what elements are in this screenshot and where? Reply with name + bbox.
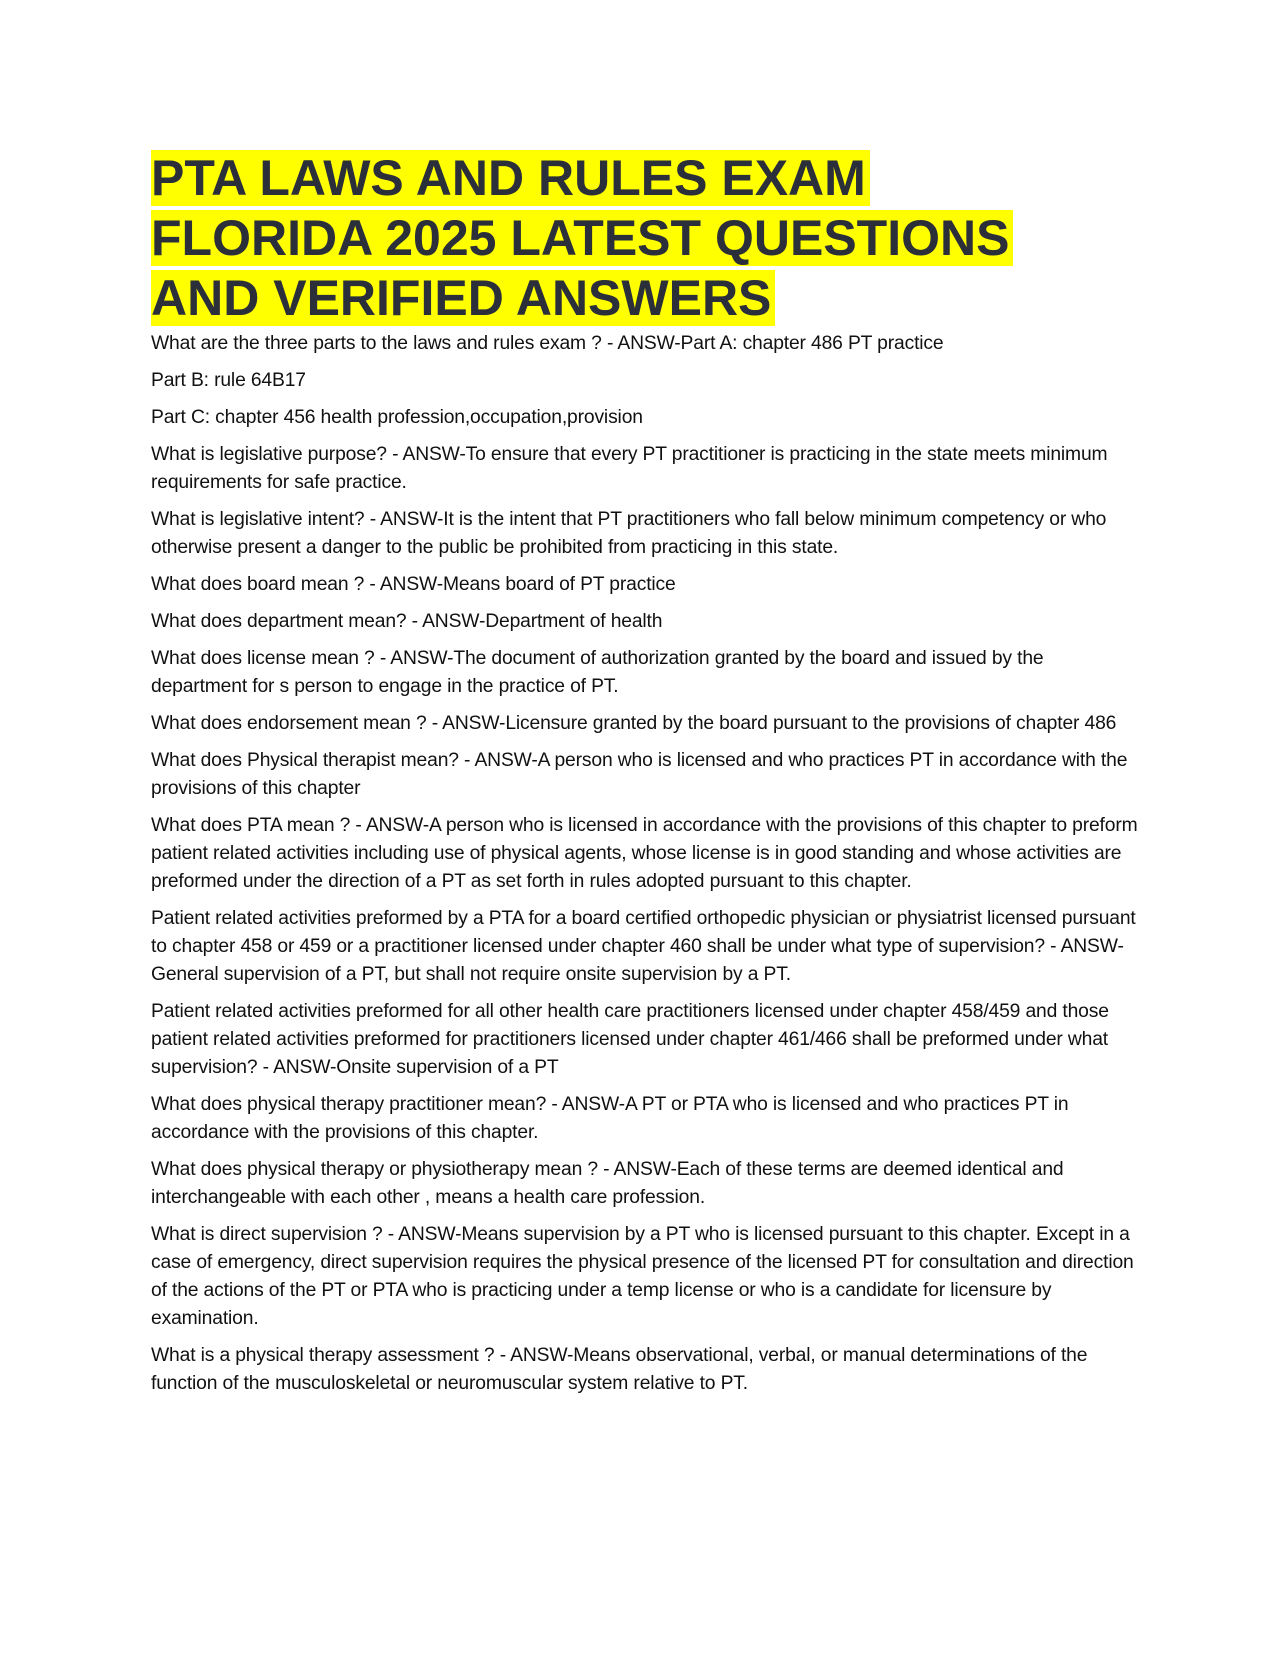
qa-paragraph: What does physical therapy or physiotherapy mean ? - ANSW-Each of these terms are deemed identical and interchangeable with each other , means a health care profession.	[151, 1159, 1064, 1208]
qa-paragraph: What does PTA mean ? - ANSW-A person who is licensed in accordance with the provisions of this chapter to preform patient related activities including use of physical agents, whose license is in good standing and whose activities are preformed under the direction of a PT as set forth in rules adopted pursuant to this chapter.	[151, 815, 1138, 892]
qa-paragraph: What does license mean ? - ANSW-The document of authorization granted by the board and issued by the department for s person to engage in the practice of PT.	[151, 648, 1044, 697]
title-line	[151, 268, 1141, 328]
document-title	[151, 148, 1141, 328]
qa-paragraph: Patient related activities preformed by a PTA for a board certified orthopedic physician or physiatrist licensed pursuant to chapter 458 or 459 or a practitioner licensed under chapter 460 shall be under what type of supervision? - ANSW-General supervision of a PT, but shall not require onsite supervision by a PT.	[151, 908, 1136, 985]
document-body	[151, 148, 1141, 1407]
qa-paragraph: What does physical therapy practitioner mean? - ANSW-A PT or PTA who is licensed and who practices PT in accordance with the provisions of this chapter.	[151, 1094, 1069, 1143]
title-line-text: PTA LAWS AND RULES EXAM	[151, 150, 870, 206]
title-line-text: AND VERIFIED ANSWERS	[151, 270, 775, 326]
title-line	[151, 208, 1141, 268]
qa-paragraph: Part B: rule 64B17	[151, 370, 306, 391]
qa-paragraph: What does board mean ? - ANSW-Means board of PT practice	[151, 574, 676, 595]
qa-paragraph: What is legislative intent? - ANSW-It is the intent that PT practitioners who fall below minimum competency or who otherwise present a danger to the public be prohibited from practicing in this state.	[151, 509, 1107, 558]
qa-paragraph: What does department mean? - ANSW-Department of health	[151, 611, 663, 632]
qa-paragraph: Patient related activities preformed for all other health care practitioners licensed under chapter 458/459 and those patient related activities preformed for practitioners licensed under chapter 461/466 shall be preformed under what supervision? - ANSW-Onsite supervision of a PT	[151, 1001, 1109, 1078]
title-line	[151, 148, 1141, 208]
qa-paragraph: What does endorsement mean ? - ANSW-Licensure granted by the board pursuant to the provisions of chapter 486	[151, 713, 1117, 734]
qa-paragraph: What is legislative purpose? - ANSW-To ensure that every PT practitioner is practicing in the state meets minimum requirements for safe practice.	[151, 444, 1108, 493]
qa-paragraph: What is a physical therapy assessment ? - ANSW-Means observational, verbal, or manual determinations of the function of the musculoskeletal or neuromuscular system relative to PT.	[151, 1345, 1088, 1394]
qa-paragraph: Part C: chapter 456 health profession,occupation,provision	[151, 407, 643, 428]
qa-paragraph: What is direct supervision ? - ANSW-Means supervision by a PT who is licensed pursuant to this chapter. Except in a case of emergency, direct supervision requires the physical presence of the licensed PT for consultation and direction of the actions of the PT or PTA who is practicing under a temp license or who is a candidate for licensure by examination.	[151, 1224, 1134, 1329]
qa-paragraph: What does Physical therapist mean? - ANSW-A person who is licensed and who practices PT in accordance with the provisions of this chapter	[151, 750, 1128, 799]
qa-paragraph: What are the three parts to the laws and rules exam ? - ANSW-Part A: chapter 486 PT practice	[151, 333, 944, 354]
title-line-text: FLORIDA 2025 LATEST QUESTIONS	[151, 210, 1013, 266]
